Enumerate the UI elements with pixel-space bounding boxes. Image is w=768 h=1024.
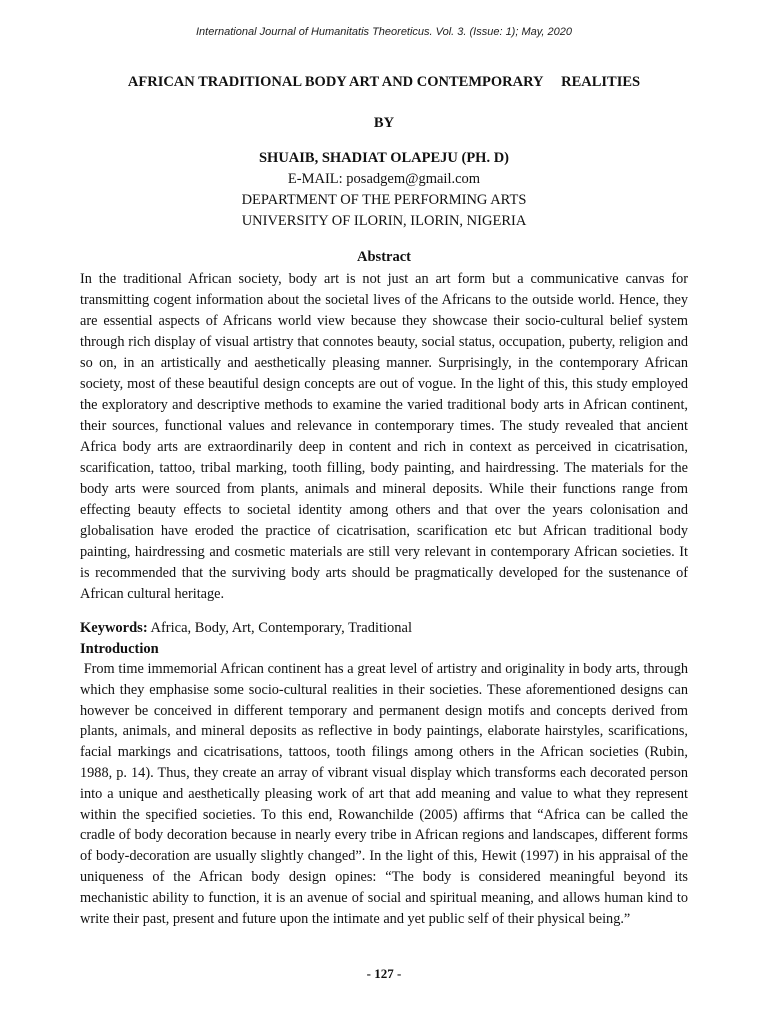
author-institution: UNIVERSITY OF ILORIN, ILORIN, NIGERIA	[241, 213, 527, 229]
running-header: International Journal of Humanitatis Theoreticus. Vol. 3. (Issue: 1); May, 2020	[195, 26, 573, 38]
introduction-text: From time immemorial African continent has a great level of artistry and originality in body arts, through which they emphasise some socio-cultural realities in their societies. These aforementioned designs can however be conceived in different temporary and permanent design motifs and concepts derived from plants, animals, and mineral deposits as reflective in body paintings, elaborate hairstyles, scarifications, facial markings and cicatrisations, tattoos, tooth filings among others in the African societies (Rubin, 1988, p. 14). Thus, they create an array of vibrant visual display which transforms each decorated person into a unique and aesthetically pleasing work of art that add meaning and value to what they represent within the specified societies. To this end, Rowanchilde (2005) affirms that “Africa can be called the cradle of body decoration because in nearly every tribe in African regions and landscapes, different forms of body-decoration are usually slightly changed”. In the light of this, Hewit (1997) in his appraisal of the uniqueness of the African body design opines: “The body is considered meaningful beyond its mechanistic ability to function, it is an avenue of social and spiritual meaning, and allows human kind to write their past, present and future upon the intimate and yet public self of their physical being.”	[80, 661, 688, 927]
keywords-line	[80, 618, 688, 639]
author-email: E-MAIL: posadgem@gmail.com	[287, 171, 481, 187]
abstract-heading: Abstract	[357, 249, 411, 265]
keywords-values: Africa, Body, Art, Contemporary, Traditional	[147, 620, 412, 636]
keywords-label: Keywords:	[80, 620, 148, 636]
page-number: - 127 -	[366, 966, 402, 981]
author-block	[0, 148, 768, 232]
by-line: BY	[373, 115, 395, 131]
article-title: AFRICAN TRADITIONAL BODY ART AND CONTEMPORARY REALITIES	[127, 74, 641, 90]
abstract-text: In the traditional African society, body art is not just an art form but a communicative canvas for transmitting cogent information about the societal lives of the Africans to the outside world. Hence, they are essential aspects of Africans world view because they showcase their socio-cultural belief system through rich display of visual artistry that connotes beauty, social status, occupation, puberty, religion and so on, in an artistically and aesthetically pleasing manner. Surprisingly, in the contemporary African society, most of these beautiful design concepts are out of vogue. In the light of this, this study employed the exploratory and descriptive methods to examine the varied traditional body arts in African continent, their sources, functional values and relevance in contemporary times. The study revealed that ancient Africa body arts are extraordinarily deep in content and rich in context as perceived in cicatrisation, scarification, tattoo, tribal marking, tooth filling, body painting, and hairdressing. The materials for the body arts were sourced from plants, animals and mineral deposits. While their functions range from effecting beauty effects to societal identity among others and that over the years colonisation and globalisation have eroded the practice of cicatrisation, scarification etc but African traditional body painting, hairdressing and cosmetic materials are still very relevant in contemporary African societies. It is recommended that the surviving body arts should be pragmatically developed for the sustenance of African cultural heritage.	[80, 271, 688, 602]
author-name: SHUAIB, SHADIAT OLAPEJU (PH. D)	[258, 150, 510, 166]
author-department: DEPARTMENT OF THE PERFORMING ARTS	[241, 192, 527, 208]
introduction-heading: Introduction	[80, 641, 159, 657]
